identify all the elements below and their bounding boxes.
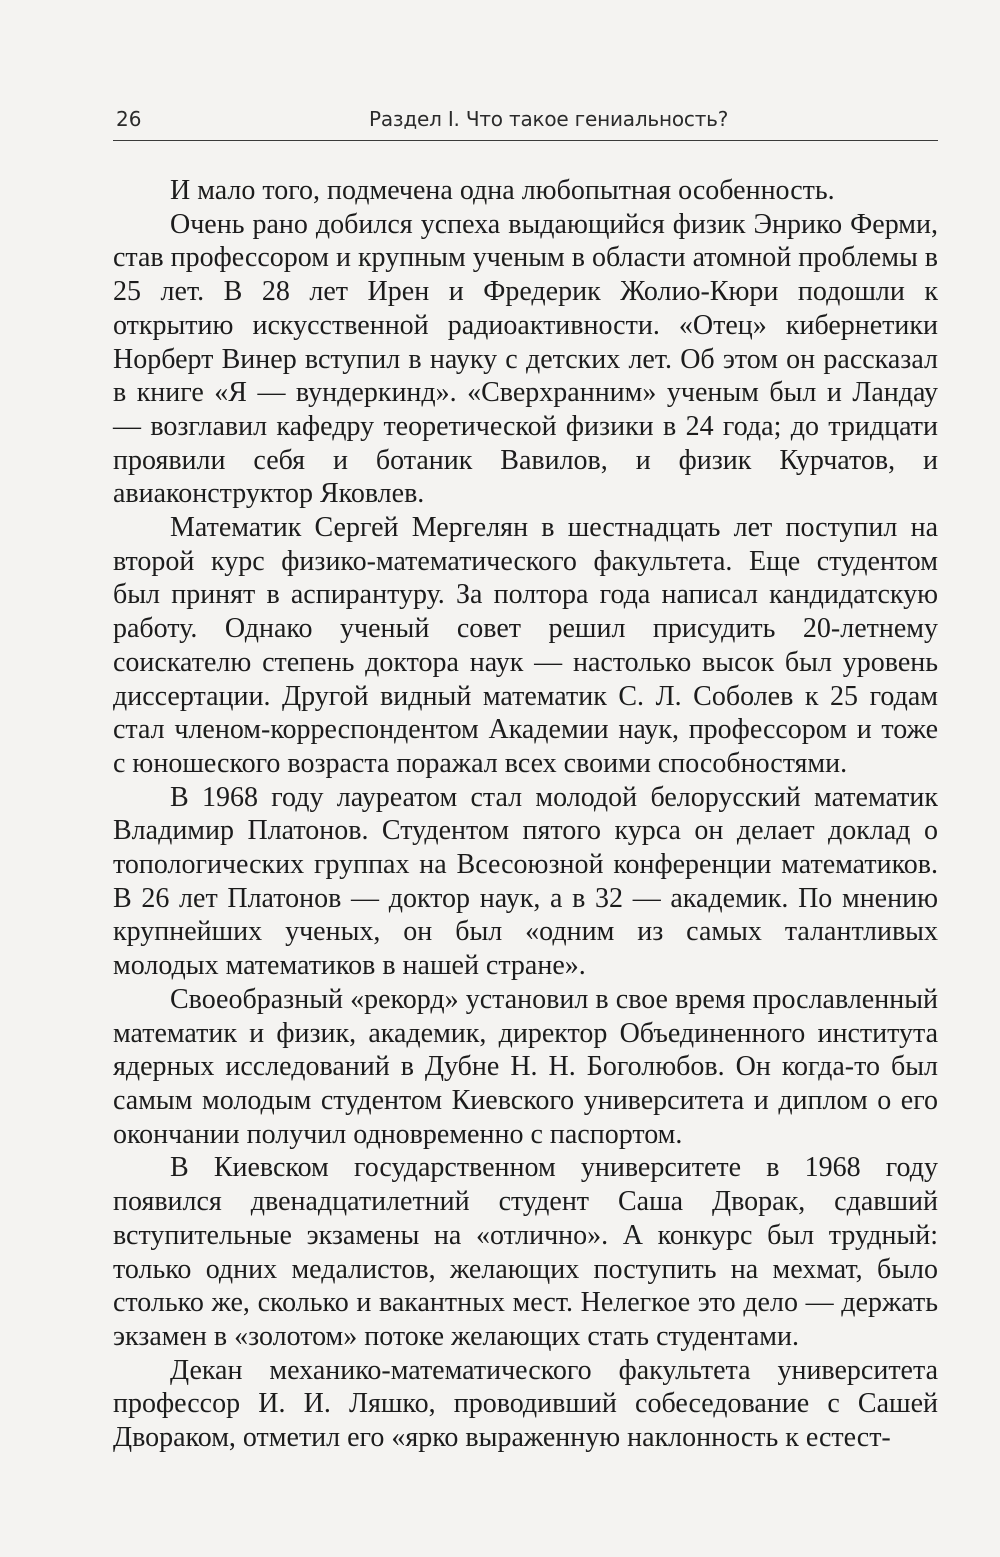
page-number: 26 [116,107,142,131]
section-title: Раздел I. Что такое гениальность? [369,107,729,131]
body-text [113,174,938,1455]
paragraph: Математик Сергей Мергелян в шестнадцать лет поступил на второй курс физико-математического факультета. Еще студентом был принят в аспирантуру. За полтора года написал кандидатскую работу. Однако ученый совет решил присудить 20-летнему соискателю степень доктора наук — настолько высок был уровень диссертации. Другой видный математик С. Л. Соболев к 25 годам стал членом-корреспондентом Академии наук, профессором и тоже с юношеского возраста поражал всех своими способностями. [113,512,938,779]
running-header [113,100,938,141]
paragraph: В Киевском государственном университете в 1968 году появился двенадцатилетний студент Саша Дворак, сдавший вступительные экзамены на «отлично». А конкурс был трудный: только одних медалистов, желающих поступить на мехмат, было столько же, сколько и вакантных мест. Нелегкое это дело — держать экзамен в «золотом» потоке желающих стать студентами. [113,1152,938,1352]
paragraph: Своеобразный «рекорд» установил в свое время прославленный математик и физик, академик, директор Объединенного института ядерных исследований в Дубне Н. Н. Боголюбов. Он когда-то был самым молодым студентом Киевского университета и диплом о его окончании получил одновременно с паспортом. [113,983,938,1150]
paragraph: В 1968 году лауреатом стал молодой белорусский математик Владимир Платонов. Студентом пятого курса он делает доклад о топологических группах на Всесоюзной конференции математиков. В 26 лет Платонов — доктор наук, а в 32 — академик. По мнению крупнейших ученых, он был «одним из самых талантливых молодых математиков в нашей стране». [113,781,938,982]
paragraph: Очень рано добился успеха выдающийся физик Энрико Ферми, став профессором и крупным ученым в области атомной проблемы в 25 лет. В 28 лет Ирен и Фредерик Жолио-Кюри подошли к открытию искусственной радиоактивности. «Отец» кибернетики Норберт Винер вступил в науку с детских лет. Об этом он рассказал в книге «Я — вундеркинд». «Сверхранним» ученым был и Ландау — возглавил кафедру теоретической физики в 24 года; до тридцати проявили себя и ботаник Вавилов, и физик Курчатов, и авиаконструктор Яковлев. [113,208,938,510]
paragraph: Декан механико-математического факультета университета профессор И. И. Ляшко, проводивший собеседование с Сашей Двораком, отметил его «ярко выраженную наклонность к естест- [113,1354,938,1454]
paragraph: И мало того, подмечена одна любопытная особенность. [170,175,835,206]
